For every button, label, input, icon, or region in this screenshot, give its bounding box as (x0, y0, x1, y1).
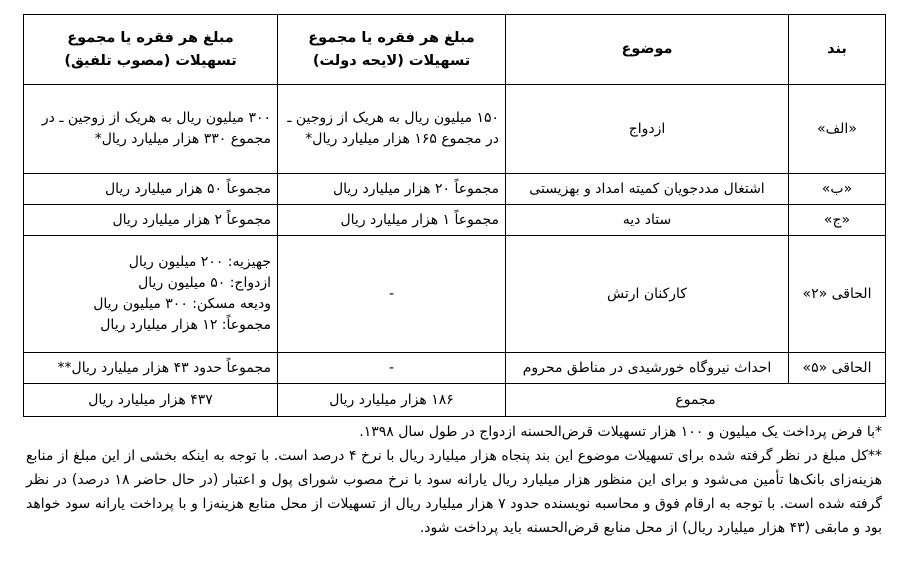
cell-band: الحاقی «۵» (789, 353, 886, 384)
cell-band: «الف» (789, 85, 886, 174)
approved-line-marriage: ازدواج: ۵۰ میلیون ریال (138, 275, 271, 291)
cell-approved-amount: مجموعاً ۵۰ هزار میلیارد ریال (24, 174, 278, 205)
cell-gov-amount: - (278, 353, 506, 384)
table-total-row (24, 384, 886, 417)
cell-gov-amount: - (278, 236, 506, 353)
approved-line-housing-deposit: ودیعه مسکن: ۳۰۰ میلیون ریال (93, 296, 271, 312)
cell-approved-amount: مجموعاً ۲ هزار میلیارد ریال (24, 205, 278, 236)
total-gov-amount: ۱۸۶ هزار میلیارد ریال (278, 384, 506, 417)
table-row (24, 236, 886, 353)
cell-gov-amount: ۱۵۰ میلیون ریال به هریک از زوجین ـ در مجموع ۱۶۵ هزار میلیارد ریال* (278, 85, 506, 174)
table-row (24, 353, 886, 384)
cell-band: «ب» (789, 174, 886, 205)
cell-gov-amount: مجموعاً ۱ هزار میلیارد ریال (278, 205, 506, 236)
table-header-row (24, 15, 886, 85)
table-row (24, 85, 886, 174)
footnotes (26, 420, 882, 540)
cell-subject: کارکنان ارتش (506, 236, 789, 353)
cell-approved-amount: ۳۰۰ میلیون ریال به هریک از زوجین ـ در مجموع ۳۳۰ هزار میلیارد ریال* (24, 85, 278, 174)
header-approved-amount: مبلغ هر فقره یا مجموع تسهیلات (مصوب تلفیق) (24, 15, 278, 85)
footnote-1: *با فرض پرداخت یک میلیون و ۱۰۰ هزار تسهیلات قرض‌الحسنه ازدواج در طول سال ۱۳۹۸. (359, 424, 882, 440)
footnote-2: **کل مبلغ در نظر گرفته شده برای تسهیلات موضوع این بند پنجاه هزار میلیارد ریال با نرخ ۴ درصد است. با توجه به اینکه بخشی از این مبلغ از منابع هزینه‌زای بانک‌ها تأمین می‌شود و برای این منظور هزار میلیارد ریال یارانه سود با نرخ مصوب شورای پول و اعتبار (در حال حاضر ۱۸ درصد) در نظر گرفته شده است. با توجه به ارقام فوق و محاسبه نویسنده حدود ۷ هزار میلیارد ریال از تسهیلات از محل منابع هزینه‌زا و با پرداخت یارانه سود خواهد بود و مابقی (۴۳ هزار میلیارد ریال) از محل منابع قرض‌الحسنه باید پرداخت شود. (26, 448, 882, 536)
header-band: بند (789, 15, 886, 85)
cell-approved-amount: مجموعاً حدود ۴۳ هزار میلیارد ریال** (24, 353, 278, 384)
cell-subject: ستاد دیه (506, 205, 789, 236)
cell-approved-amount (24, 236, 278, 353)
header-subject: موضوع (506, 15, 789, 85)
total-approved-amount: ۴۳۷ هزار میلیارد ریال (24, 384, 278, 417)
table-row (24, 174, 886, 205)
cell-subject: احداث نیروگاه خورشیدی در مناطق محروم (506, 353, 789, 384)
facilities-table (23, 14, 886, 417)
cell-gov-amount: مجموعاً ۲۰ هزار میلیارد ریال (278, 174, 506, 205)
cell-band: الحاقی «۲» (789, 236, 886, 353)
approved-line-total: مجموعاً: ۱۲ هزار میلیارد ریال (100, 317, 271, 333)
header-gov-amount: مبلغ هر فقره یا مجموع تسهیلات (لایحه دولت) (278, 15, 506, 85)
cell-subject: اشتغال مددجویان کمیته امداد و بهزیستی (506, 174, 789, 205)
total-label: مجموع (506, 384, 886, 417)
cell-subject: ازدواج (506, 85, 789, 174)
approved-line-dowry: جهیزیه: ۲۰۰ میلیون ریال (128, 254, 271, 270)
table-row (24, 205, 886, 236)
cell-band: «ج» (789, 205, 886, 236)
